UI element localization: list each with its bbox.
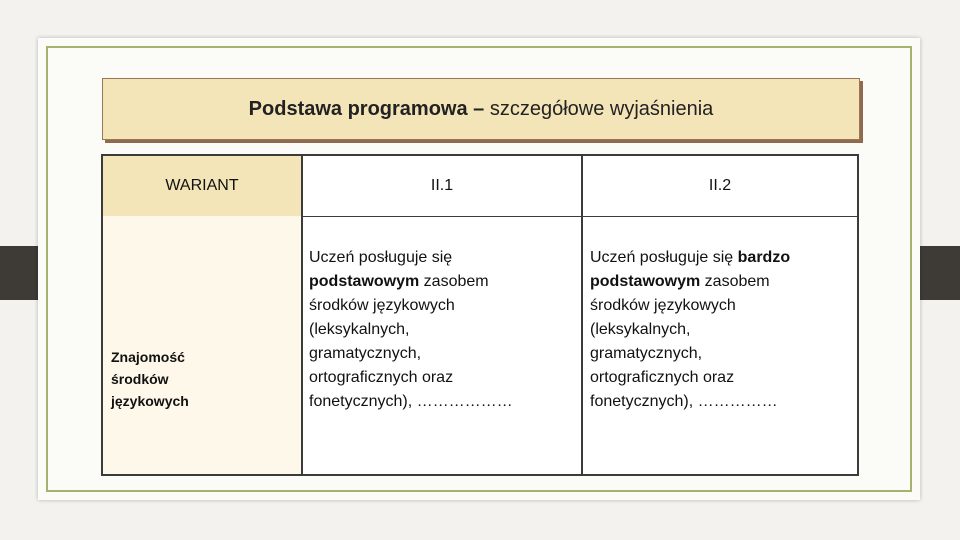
row-label-line: językowych [111, 393, 189, 409]
cell-line: gramatycznych, [590, 345, 703, 362]
cell-line: środków językowych [309, 297, 455, 314]
cell-line: (leksykalnych, [309, 321, 410, 338]
cell-text-plain: Uczeń posługuje się [590, 249, 738, 266]
comparison-table [101, 154, 859, 476]
cell-bold: podstawowym [309, 273, 420, 290]
cell-bold: podstawowym [590, 273, 701, 290]
cell-line [590, 246, 790, 270]
row-label [111, 346, 189, 412]
cell-line: ortograficznych oraz [590, 369, 735, 386]
cell-line: Uczeń posługuje się [309, 249, 453, 266]
slide-title [102, 78, 860, 140]
cell-line: (leksykalnych, [590, 321, 691, 338]
header-col1: II.1 [430, 177, 454, 194]
title-bold: Podstawa programowa – [248, 97, 485, 120]
row-label-line: środków [111, 371, 169, 387]
cell-line: środków językowych [590, 297, 736, 314]
title-rest: szczegółowe wyjaśnienia [484, 97, 714, 120]
header-divider [301, 216, 857, 217]
cell-line: ortograficznych oraz [309, 369, 454, 386]
cell-line: gramatycznych, [309, 345, 422, 362]
header-col2: II.2 [708, 177, 732, 194]
cell-bold: bardzo [737, 249, 791, 266]
cell-text-rest: zasobem [419, 273, 489, 290]
cell-line [309, 270, 513, 294]
cell-col2 [590, 246, 790, 414]
header-variant: WARIANT [103, 156, 301, 216]
cell-text-rest: zasobem [700, 273, 770, 290]
cell-line: fonetycznych), …………… [590, 393, 778, 410]
cell-col1 [309, 246, 513, 414]
cell-line [590, 270, 790, 294]
row-label-line: Znajomość [111, 349, 185, 365]
cell-line: fonetycznych), ……………… [309, 393, 513, 410]
row-label-cell [103, 216, 301, 474]
